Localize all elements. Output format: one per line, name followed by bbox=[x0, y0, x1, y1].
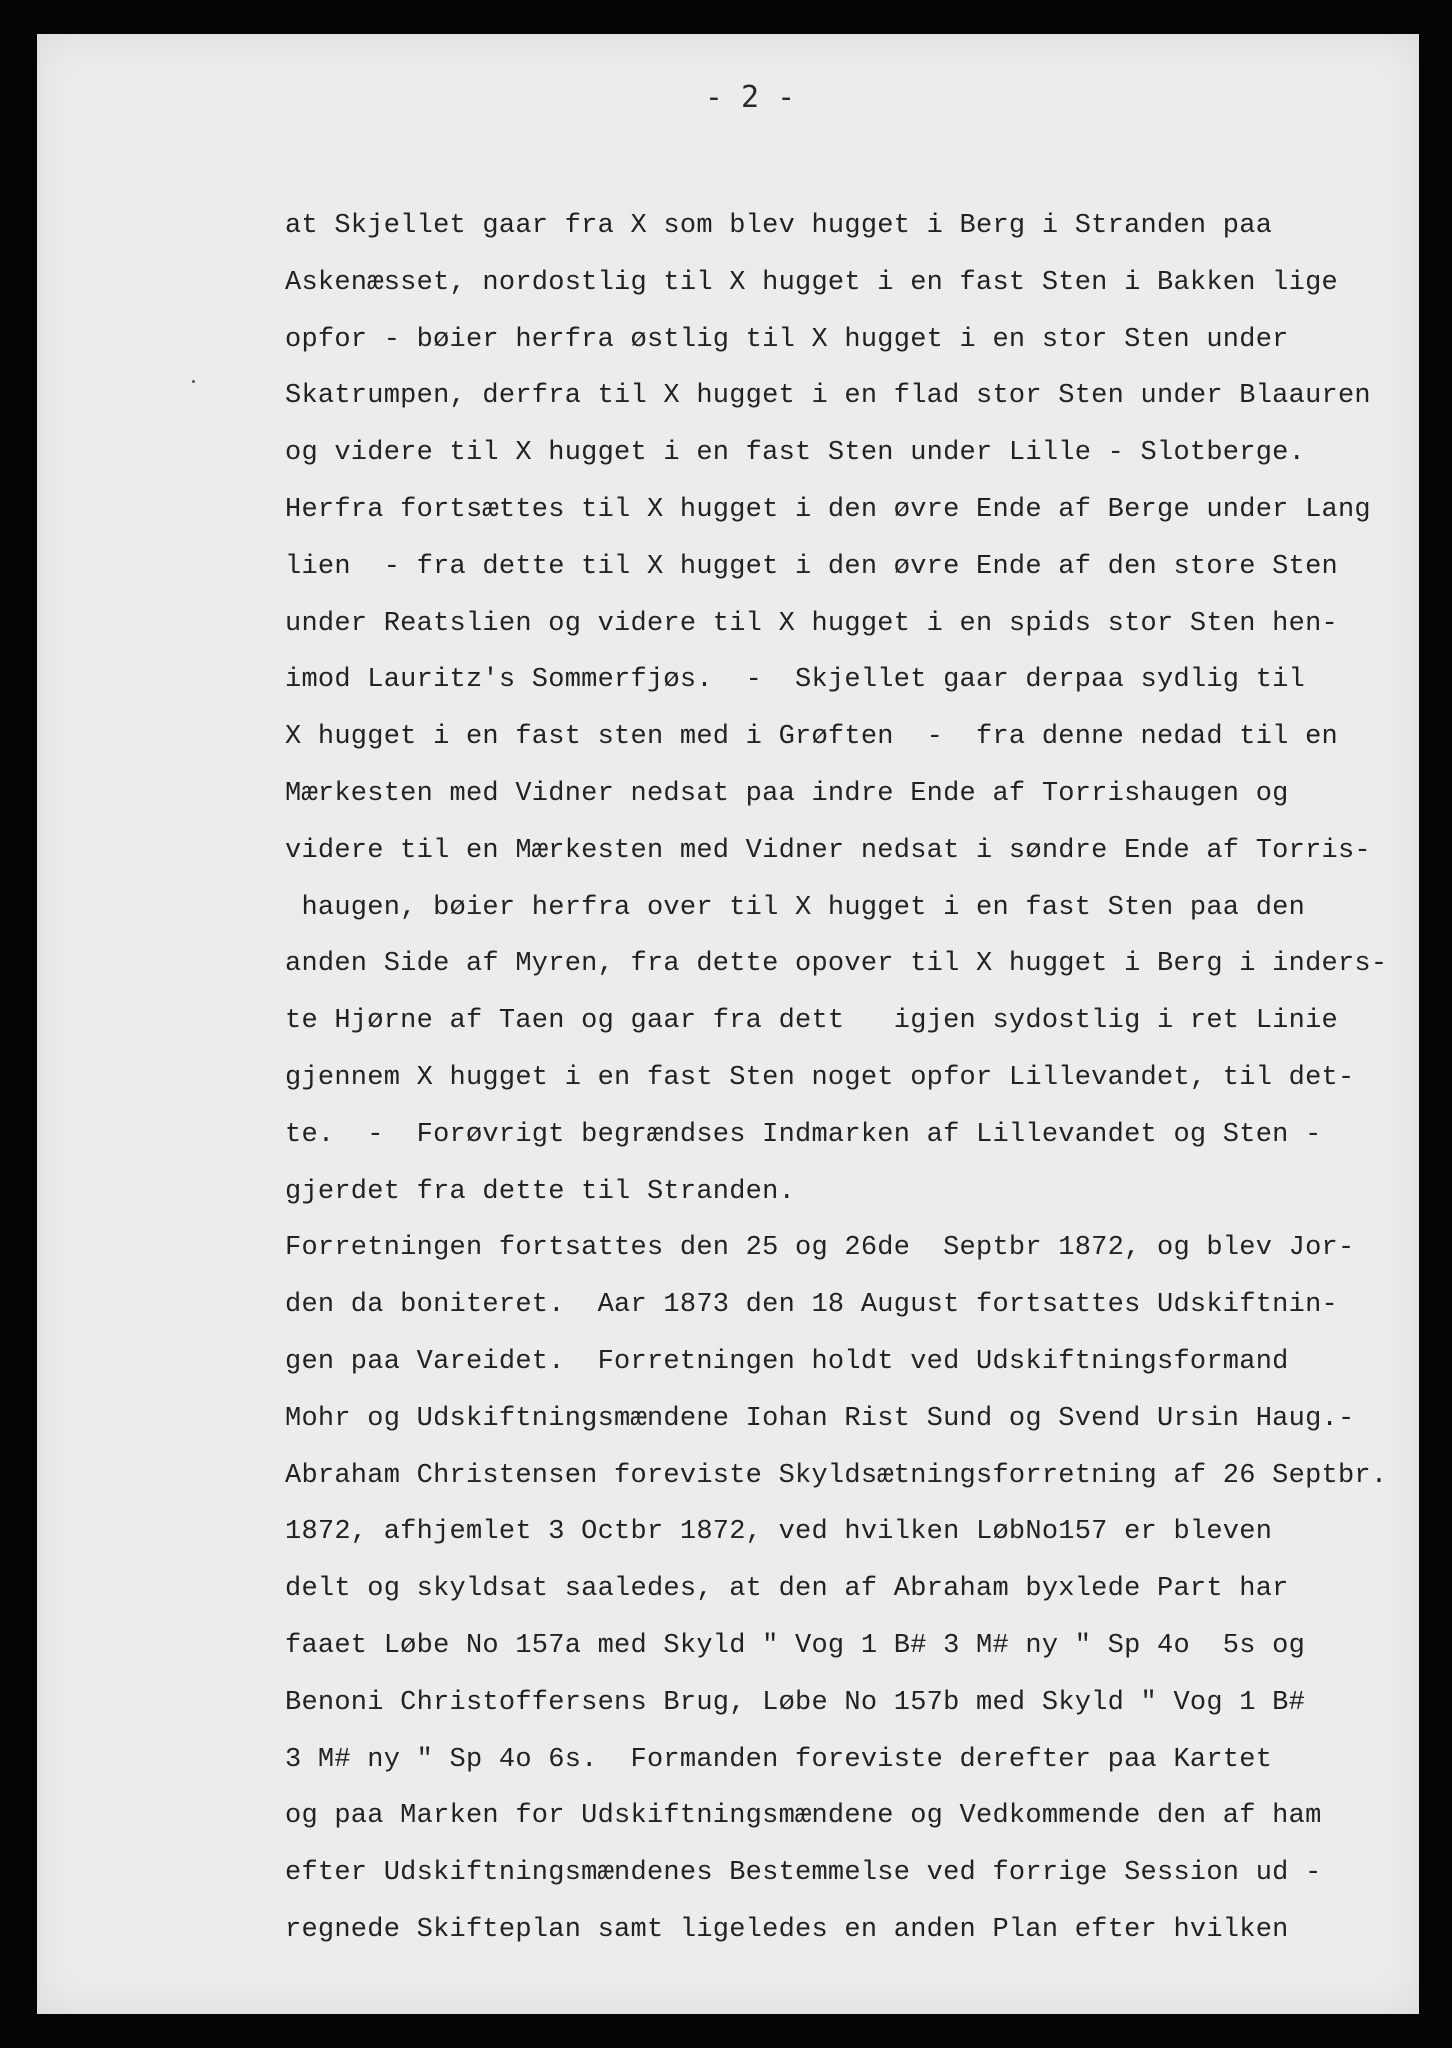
text-line: haugen, bøier herfra over til X hugget i en fast Sten paa den bbox=[285, 892, 1306, 923]
text-line: opfor - bøier herfra østlig til X hugget i en stor Sten under bbox=[285, 324, 1289, 355]
text-line: Mærkesten med Vidner nedsat paa indre Ende af Torrishaugen og bbox=[285, 778, 1289, 809]
text-line: Herfra fortsættes til X hugget i den øvre Ende af Berge under Lang bbox=[285, 494, 1371, 525]
text-line: te Hjørne af Taen og gaar fra dett igjen sydostlig i ret Linie bbox=[285, 1006, 1338, 1037]
document-page bbox=[37, 34, 1419, 2014]
text-line: den da boniteret. Aar 1873 den 18 August fortsattes Udskiftnin- bbox=[285, 1290, 1338, 1321]
text-line: delt og skyldsat saaledes, at den af Abraham byxlede Part har bbox=[285, 1574, 1289, 1605]
text-line: gjennem X hugget i en fast Sten noget opfor Lillevandet, til det- bbox=[285, 1062, 1355, 1093]
text-line: at Skjellet gaar fra X som blev hugget i Berg i Stranden paa bbox=[285, 211, 1273, 241]
text-line: under Reatslien og videre til X hugget i en spids stor Sten hen- bbox=[285, 608, 1338, 639]
text-line: Abraham Christensen foreviste Skyldsætningsforretning af 26 Septbr. bbox=[285, 1460, 1388, 1491]
text-line: Askenæsset, nordostlig til X hugget i en fast Sten i Bakken lige bbox=[285, 267, 1338, 298]
text-line: Mohr og Udskiftningsmændene Iohan Rist Sund og Svend Ursin Haug.- bbox=[285, 1403, 1355, 1434]
text-line: te. - Forøvrigt begrændses Indmarken af Lillevandet og Sten - bbox=[285, 1119, 1322, 1150]
text-line: anden Side af Myren, fra dette opover til X hugget i Berg i inders- bbox=[285, 949, 1388, 980]
text-line: gjerdet fra dette til Stranden. bbox=[285, 1176, 796, 1207]
text-line: regnede Skifteplan samt ligeledes en anden Plan efter hvilken bbox=[285, 1914, 1289, 1945]
text-line: imod Lauritz's Sommerfjøs. - Skjellet gaar derpaa sydlig til bbox=[285, 665, 1306, 696]
margin-dot bbox=[192, 380, 195, 383]
text-line: lien - fra dette til X hugget i den øvre Ende af den store Sten bbox=[285, 551, 1338, 582]
text-line: 3 M# ny " Sp 4o 6s. Formanden foreviste derefter paa Kartet bbox=[285, 1744, 1273, 1775]
text-line: 1872, afhjemlet 3 Octbr 1872, ved hvilken LøbNo157 er bleven bbox=[285, 1517, 1273, 1548]
text-line: og videre til X hugget i en fast Sten under Lille - Slotberge. bbox=[285, 438, 1306, 469]
text-line: videre til en Mærkesten med Vidner nedsat i søndre Ende af Torris- bbox=[285, 835, 1371, 866]
page-number: - 2 - bbox=[704, 80, 796, 115]
text-line: faaet Løbe No 157a med Skyld " Vog 1 B# 3 M# ny " Sp 4o 5s og bbox=[285, 1630, 1306, 1661]
text-line: og paa Marken for Udskiftningsmændene og Vedkommende den af ham bbox=[285, 1801, 1322, 1832]
typewritten-text-body bbox=[285, 198, 1417, 1959]
text-line: Skatrumpen, derfra til X hugget i en flad stor Sten under Blaauren bbox=[285, 381, 1371, 412]
text-line: Forretningen fortsattes den 25 og 26de Septbr 1872, og blev Jor- bbox=[285, 1233, 1355, 1264]
text-line: Benoni Christoffersens Brug, Løbe No 157b med Skyld " Vog 1 B# bbox=[285, 1687, 1306, 1718]
text-line: X hugget i en fast sten med i Grøften - fra denne nedad til en bbox=[285, 722, 1338, 753]
text-line: efter Udskiftningsmændenes Bestemmelse ved forrige Session ud - bbox=[285, 1858, 1322, 1889]
text-line: gen paa Vareidet. Forretningen holdt ved Udskiftningsformand bbox=[285, 1346, 1289, 1377]
